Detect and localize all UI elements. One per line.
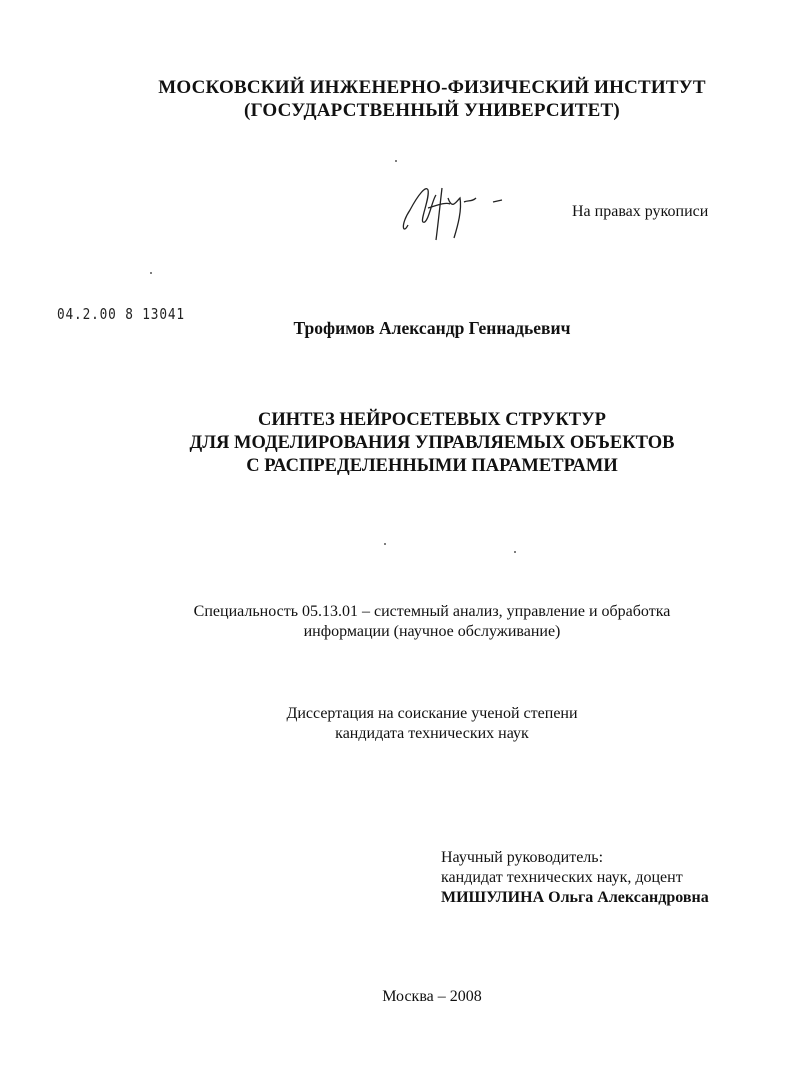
place-year: Москва – 2008 (382, 988, 482, 1005)
supervisor-rank: кандидат технических наук, доцент (441, 869, 683, 886)
registration-stamp: 04.2.00 8 13041 (57, 305, 185, 323)
degree-line2: кандидата технических наук (335, 725, 529, 742)
author-signature (398, 180, 508, 245)
author-name: Трофимов Александр Геннадьевич (293, 318, 571, 338)
institution-name-line1: МОСКОВСКИЙ ИНЖЕНЕРНО-ФИЗИЧЕСКИЙ ИНСТИТУТ (158, 77, 706, 98)
institution-name-line2: (ГОСУДАРСТВЕННЫЙ УНИВЕРСИТЕТ) (244, 100, 620, 121)
title-line1: СИНТЕЗ НЕЙРОСЕТЕВЫХ СТРУКТУР (258, 410, 606, 430)
degree-line1: Диссертация на соискание ученой степени (286, 705, 578, 722)
title-line2: ДЛЯ МОДЕЛИРОВАНИЯ УПРАВЛЯЕМЫХ ОБЪЕКТОВ (189, 433, 675, 453)
title-line3: С РАСПРЕДЕЛЕННЫМИ ПАРАМЕТРАМИ (246, 456, 618, 476)
manuscript-rights-note: На правах рукописи (572, 203, 709, 220)
supervisor-label: Научный руководитель: (441, 849, 604, 866)
specialty-line1: Специальность 05.13.01 – системный анализ, управление и обработка (193, 603, 671, 620)
supervisor-given-names: Ольга Александровна (548, 889, 709, 906)
supervisor-surname: МИШУЛИНА (441, 889, 545, 906)
specialty-line2: информации (научное обслуживание) (303, 623, 561, 640)
